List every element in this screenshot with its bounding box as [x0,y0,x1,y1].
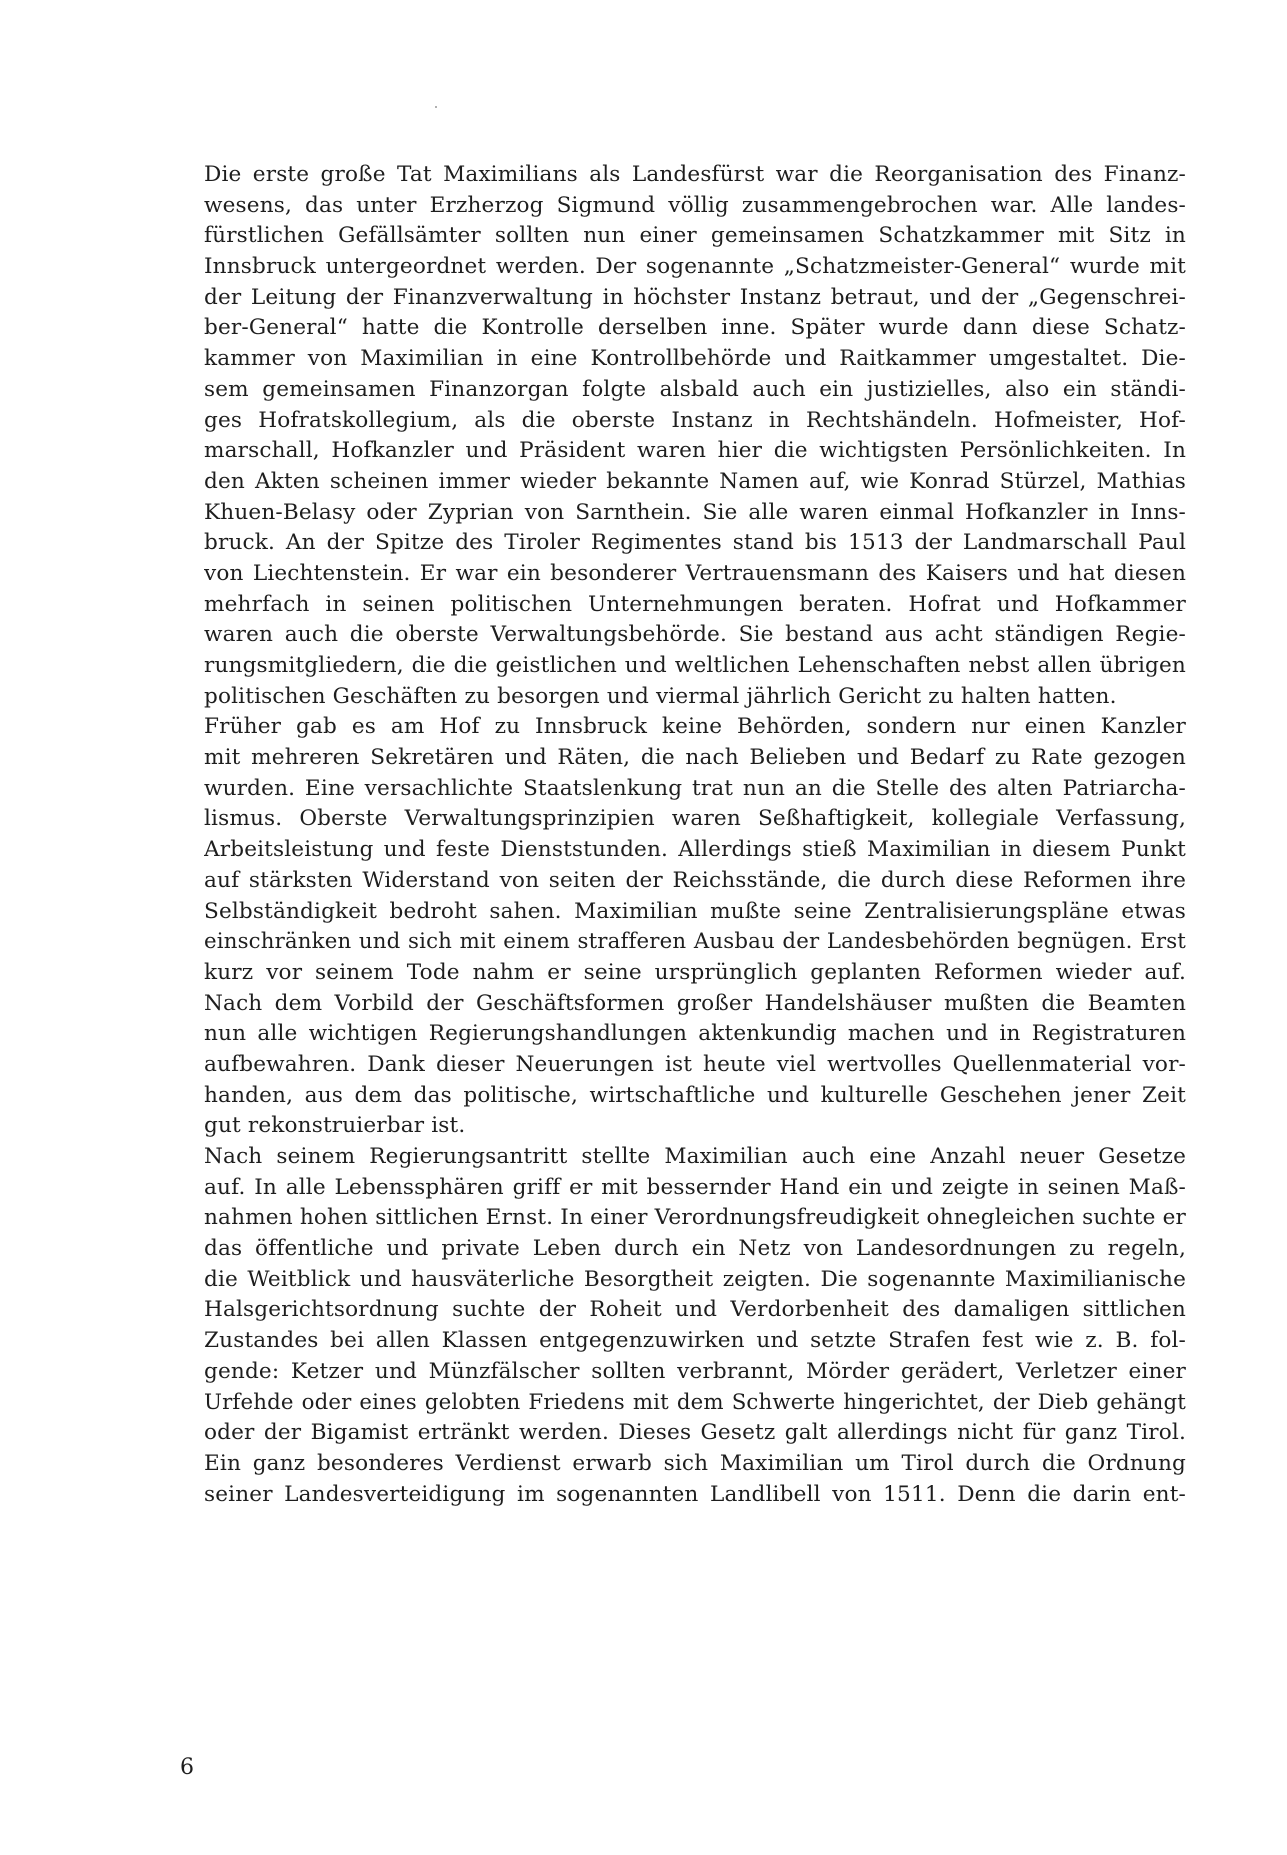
text-line: mehrfach in seinen politischen Unternehmungen beraten. Hofrat und Hofkammer [204,591,1186,617]
text-line: kammer von Maximilian in eine Kontrollbehörde und Raitkammer umgestaltet. Die- [204,346,1186,372]
text-line: Urfehde oder eines gelobten Friedens mit dem Schwerte hingerichtet, der Dieb gehängt [204,1389,1186,1415]
page-number: 6 [180,1755,194,1780]
text-line: nahmen hohen sittlichen Ernst. In einer Verordnungsfreudigkeit ohnegleichen suchte er [204,1205,1186,1231]
text-line: den Akten scheinen immer wieder bekannte Namen auf, wie Konrad Stürzel, Mathias [204,468,1186,494]
text-line: Khuen-Belasy oder Zyprian von Sarnthein. Sie alle waren einmal Hofkanzler in Inns- [204,499,1186,525]
text-line: seiner Landesverteidigung im sogenannten Landlibell von 1511. Denn die darin ent- [204,1481,1186,1507]
text-line: wurden. Eine versachlichte Staatslenkung trat nun an die Stelle des alten Patriarcha- [204,775,1186,801]
text-line: wesens, das unter Erzherzog Sigmund völlig zusammengebrochen war. Alle landes- [204,192,1186,218]
text-line: politischen Geschäften zu besorgen und viermal jährlich Gericht zu halten hatten. [204,683,1117,709]
text-line: ges Hofratskollegium, als die oberste Instanz in Rechtshändeln. Hofmeister, Hof- [204,407,1186,433]
body-text [204,160,1186,1510]
text-line: Die erste große Tat Maximilians als Landesfürst war die Reorganisation des Finanz- [204,162,1186,187]
text-line: marschall, Hofkanzler und Präsident waren hier die wichtigsten Persönlichkeiten. In [204,438,1186,464]
text-line: Nach seinem Regierungsantritt stellte Maximilian auch eine Anzahl neuer Gesetze [204,1144,1186,1169]
text-line: der Leitung der Finanzverwaltung in höchster Instanz betraut, und der „Gegenschrei- [204,284,1186,310]
text-line: Früher gab es am Hof zu Innsbruck keine Behörden, sondern nur einen Kanzler [204,714,1186,740]
text-line: sem gemeinsamen Finanzorgan folgte alsbald auch ein justizielles, also ein ständi- [204,376,1186,402]
text-line: Ein ganz besonderes Verdienst erwarb sich Maximilian um Tirol durch die Ordnung [204,1450,1186,1476]
text-line: Arbeitsleistung und feste Dienststunden. Allerdings stieß Maximilian in diesem Punkt [204,837,1186,863]
text-line: gut rekonstruierbar ist. [204,1113,466,1139]
text-line: Nach dem Vorbild der Geschäftsformen großer Handelshäuser mußten die Beamten [204,990,1186,1016]
text-line: oder der Bigamist ertränkt werden. Dieses Gesetz galt allerdings nicht für ganz Tirol. [204,1420,1186,1446]
speck-mark [435,106,437,108]
text-line: kurz vor seinem Tode nahm er seine ursprünglich geplanten Reformen wieder auf. [204,959,1186,985]
text-line: Halsgerichtsordnung suchte der Roheit und Verdorbenheit des damaligen sittlichen [204,1297,1186,1323]
text-line: einschränken und sich mit einem strafferen Ausbau der Landesbehörden begnügen. Erst [204,929,1186,955]
text-line: auf. In alle Lebenssphären griff er mit bessernder Hand ein und zeigte in seinen Maß- [204,1174,1186,1200]
text-line: auf stärksten Widerstand von seiten der Reichsstände, die durch diese Reformen ihre [204,867,1186,893]
text-line: ber-General“ hatte die Kontrolle derselben inne. Später wurde dann diese Schatz- [204,315,1186,341]
text-line: die Weitblick und hausväterliche Besorgtheit zeigten. Die sogenannte Maximilianische [204,1266,1186,1292]
text-line: mit mehreren Sekretären und Räten, die nach Belieben und Bedarf zu Rate gezogen [204,745,1186,771]
text-line: das öffentliche und private Leben durch ein Netz von Landesordnungen zu regeln, [204,1236,1186,1262]
text-line: von Liechtenstein. Er war ein besonderer Vertrauensmann des Kaisers und hat diesen [204,560,1186,586]
text-line: rungsmitgliedern, die die geistlichen und weltlichen Lehenschaften nebst allen übrigen [204,653,1186,678]
text-line: waren auch die oberste Verwaltungsbehörde. Sie bestand aus acht ständigen Regie- [204,622,1186,648]
text-line: handen, aus dem das politische, wirtschaftliche und kulturelle Geschehen jener Zeit [204,1082,1186,1108]
text-line: nun alle wichtigen Regierungshandlungen aktenkundig machen und in Registraturen [204,1021,1186,1047]
text-line: gende: Ketzer und Münzfälscher sollten verbrannt, Mörder gerädert, Verletzer einer [204,1358,1186,1384]
text-line: Innsbruck untergeordnet werden. Der sogenannte „Schatzmeister-General“ wurde mit [204,254,1186,280]
text-line: lismus. Oberste Verwaltungsprinzipien waren Seßhaftigkeit, kollegiale Verfassung, [204,806,1186,832]
text-line: Zustandes bei allen Klassen entgegenzuwirken und setzte Strafen fest wie z. B. fol- [204,1328,1186,1354]
text-line: fürstlichen Gefällsämter sollten nun einer gemeinsamen Schatzkammer mit Sitz in [204,223,1186,249]
text-line: Selbständigkeit bedroht sahen. Maximilian mußte seine Zentralisierungspläne etwas [204,898,1186,924]
text-line: bruck. An der Spitze des Tiroler Regimentes stand bis 1513 der Landmarschall Paul [204,530,1186,556]
text-line: aufbewahren. Dank dieser Neuerungen ist heute viel wertvolles Quellenmaterial vor- [204,1051,1186,1077]
